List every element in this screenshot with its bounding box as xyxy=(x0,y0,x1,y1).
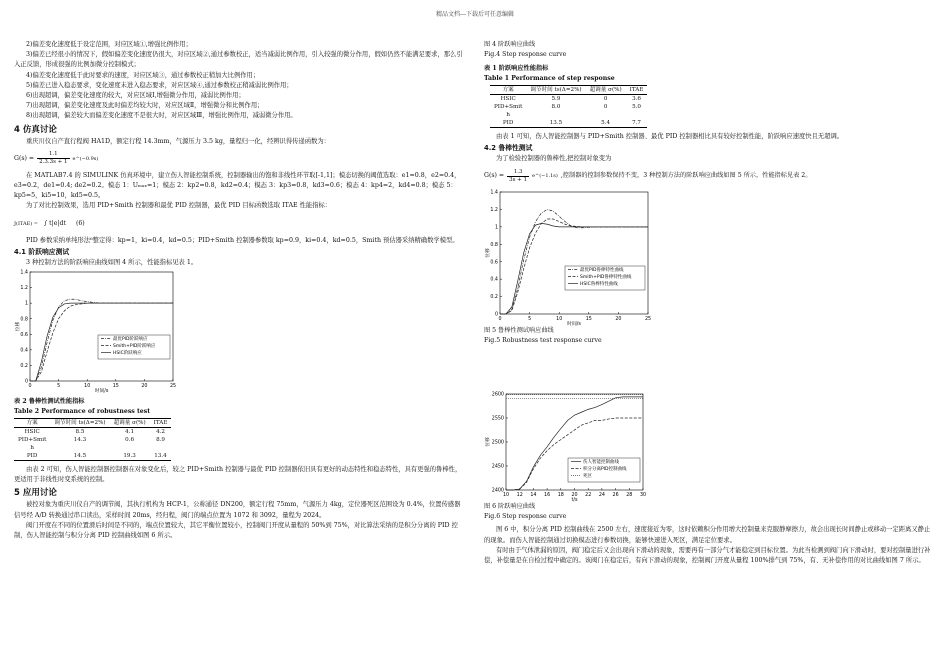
table-row xyxy=(14,428,171,437)
paragraph-valve-opening: 阀门开度在不同的位置滑后时间是不同的，端点位置较大，其它平衡位置较小，控制阀门开度从量程的 50%到 75%，对比算法采纳的是积分分离的 PID 控制，伤人智能控制与积分分离 PID 控制曲线如图 6 所示。 xyxy=(14,521,458,540)
paragraph-leakage: 有时由于气体泄漏的原因，阀门稳定后又会出现向下滑动的现象，需要再有一部分气才能稳定到目标位置。为此当检测到阀门向下滑动时，要对控制量进行补偿，补偿量是在自检过程中确定的。该阀门在稳定后，有向下滑动的现象，控制阀门开度从量程 100%排气到 75%，有、无补偿作用的对比曲线如图 7 所示。 xyxy=(484,546,931,565)
t2-cell: 4.1 xyxy=(125,429,135,436)
legend-label: 最优PID鲁棒特性曲线 xyxy=(580,268,624,274)
equation-2 xyxy=(14,213,464,235)
eq3-exp: e^(−1.1s) xyxy=(532,173,558,180)
x-tick-label: 26 xyxy=(612,493,619,499)
paragraph-table1-conclusion: 由表 1 可知，伤人智能控制器与 PID+Smith 控制器、最优 PID 控制器相比具有较好控制性能，阶跃响应速度快且无超调。 xyxy=(496,133,844,140)
right-column xyxy=(484,40,936,566)
legend-label: 伤人智能控制曲线 xyxy=(583,460,619,466)
t2-cell: 14.5 xyxy=(50,452,109,461)
table-2-title-en: Table 2 Performance of robustness test xyxy=(14,408,151,416)
left-column xyxy=(14,40,464,541)
y-tick-label: 2400 xyxy=(491,489,504,495)
t2-cell: 4.2 xyxy=(156,429,165,436)
x-axis-label: 时间/s xyxy=(567,322,581,327)
t1-cell: 5.0 xyxy=(632,104,641,110)
t2-cell: 0.6 xyxy=(125,437,135,444)
eq3-text: ,控制器的控制参数保持不变，3 种控制方法的阶跃响应曲线如图 5 所示，性能指标见表 2。 xyxy=(560,172,812,180)
figure-4-caption-en: Fig.4 Step response curve xyxy=(484,51,567,58)
eq1-exp: e^(−0.9s) xyxy=(72,155,99,162)
t1-h2: 超调量 σ(%) xyxy=(586,86,626,95)
y-axis-label: 位移 xyxy=(16,321,21,332)
x-tick-label: 15 xyxy=(112,384,119,390)
x-tick-label: 25 xyxy=(644,317,652,323)
table-2 xyxy=(14,418,171,461)
t1-cell: 5.4 xyxy=(586,119,626,128)
x-tick-label: 28 xyxy=(626,493,633,499)
t1-h0: 方案 xyxy=(490,86,526,95)
y-tick-label: 0.2 xyxy=(490,295,498,301)
x-tick-label: 30 xyxy=(639,493,647,499)
equation-1 xyxy=(14,148,464,170)
t2-h1: 调节时间 ts(Δ=2%) xyxy=(50,419,109,428)
legend-label: Smith+PID阶跃响应 xyxy=(113,344,156,350)
x-tick-label: 18 xyxy=(557,493,564,499)
t1-cell: 7.7 xyxy=(626,119,648,128)
t1-cell: 5.9 xyxy=(551,96,561,102)
y-tick-label: 0 xyxy=(24,379,28,385)
t1-cell: 13.5 xyxy=(526,119,585,128)
x-tick-label: 20 xyxy=(141,384,148,390)
rule-2: 2)偏差变化速度低于设定范围，对应区域①,增强比例作用； xyxy=(26,41,192,48)
t1-cell: 8.0 xyxy=(551,104,561,110)
legend-label: 最优PID阶跃响应 xyxy=(113,337,148,343)
legend-label: HSIC鲁棒特性曲线 xyxy=(580,282,618,288)
t2-cell: 14.3 xyxy=(73,437,87,444)
paragraph-fig6-analysis: 图 6 中，积分分离 PID 控制曲线在 2500 左右，速度接近为零，这时依赖积分作用增大控制量来克服静摩擦力，故会出现长时间静止或移动一定距离又静止的现象。而伤人智能控制通过切换模态进行参数切换，能够快速进入死区，满足定位要求。 xyxy=(484,526,931,544)
table-row xyxy=(14,452,171,461)
x-tick-label: 14 xyxy=(530,493,537,499)
y-tick-label: 0.6 xyxy=(20,332,28,338)
section-4-heading: 4 仿真讨论 xyxy=(14,124,57,135)
section-42-heading: 4.2 鲁棒性测试 xyxy=(484,144,533,153)
t1-cell: PID xyxy=(490,119,526,128)
paragraph-pid-params: PID 参数采纳单纯形法⁶整定得：kp=1，ki=0.4，kd=0.5；PID+Smith 控制器参数取 kp=0.9，ki=0.4，kd=0.5，Smith 预估器采纳精确数学模型。 xyxy=(26,236,459,244)
paragraph-application: 被控对象为重庆川仪自产的调节阀，其执行机构为 HCP-1，公称通径 DN200，额定行程 75mm，气源压力 4kg，定位器死区范围设为 0.4%，位置传感器信号经 A/D 转换通过串口读出，采样时间 20ms，经归程，阀门的端点位置为 1072 和 3092，量程为 2024。 xyxy=(14,501,461,519)
y-tick-label: 0 xyxy=(494,313,498,319)
t2-cell: PID+Smit h xyxy=(18,437,47,452)
x-tick-label: 15 xyxy=(585,317,592,323)
y-tick-label: 2500 xyxy=(491,441,504,447)
y-tick-label: 2450 xyxy=(491,465,504,471)
t2-cell: HSIC xyxy=(24,429,40,436)
x-tick-label: 0 xyxy=(28,384,32,390)
t1-cell: 0 xyxy=(603,104,608,110)
t2-h2: 超调量 σ(%) xyxy=(110,419,150,428)
legend-label: Smith+PID鲁棒特性曲线 xyxy=(580,275,632,281)
t1-cell: 0 xyxy=(603,96,608,102)
y-tick-label: 1.4 xyxy=(490,191,498,197)
y-tick-label: 0.8 xyxy=(20,317,28,323)
table-2-title-cn: 表 2 鲁棒性测试性能指标 xyxy=(14,398,85,406)
x-axis-label: t/s xyxy=(571,498,578,503)
y-tick-label: 0.8 xyxy=(490,243,498,249)
paragraph-robustness-intro: 为了检验控制器的鲁棒性,把控制对象变为 xyxy=(496,155,612,163)
t1-cell: HSIC xyxy=(500,96,516,102)
eq1-lhs: G(s) = xyxy=(14,154,35,162)
y-tick-label: 0.2 xyxy=(20,364,28,370)
y-tick-label: 0.6 xyxy=(490,260,498,266)
x-tick-label: 5 xyxy=(528,317,532,323)
t2-cell: PID xyxy=(14,452,50,461)
figure-4-caption-cn: 图 4 阶跃响应曲线 xyxy=(484,41,536,48)
x-tick-label: 12 xyxy=(516,493,523,499)
x-tick-label: 16 xyxy=(544,493,551,499)
table-1 xyxy=(490,85,647,128)
plot-frame xyxy=(500,192,648,314)
y-axis-label: 位移 xyxy=(486,248,491,259)
t1-cell: 3.6 xyxy=(632,96,641,102)
x-tick-label: 10 xyxy=(556,317,563,323)
t2-cell: 13.4 xyxy=(150,452,172,461)
eq2-integral: ∫ t|e|dt xyxy=(43,219,66,227)
rule-5: 5)偏差已进入稳态要求，变化速度未进入稳态要求，对应区域④,通过参数校正稍减弱比例作用； xyxy=(26,81,293,89)
t1-h3: ITAE xyxy=(626,86,648,95)
legend-label: 积分分离PID控制曲线 xyxy=(583,467,627,473)
section-5-heading: 5 应用讨论 xyxy=(14,488,57,499)
eq2-lhs: J(ITAE) = xyxy=(14,220,38,227)
rule-6: 6)出现超调，偏差变化速度的较大，对应区域Ⅰ,增强微分作用，减弱比例作用； xyxy=(26,92,245,100)
t1-cell: PID+Smit h xyxy=(494,104,523,118)
t2-cell: 8.9 xyxy=(156,437,165,444)
page-header: 精品文档---下载后可任意编辑 xyxy=(435,11,515,18)
figure-5-caption-en: Fig.5 Robustness test response curve xyxy=(484,337,602,345)
figure-6-step-response-chart xyxy=(484,390,649,502)
x-tick-label: 25 xyxy=(169,384,177,390)
t2-cell: 19.3 xyxy=(110,452,150,461)
eq2-number: (6) xyxy=(75,219,85,227)
y-tick-label: 1 xyxy=(24,301,28,307)
y-tick-label: 0.4 xyxy=(490,278,498,284)
table-row xyxy=(490,119,647,128)
table-1-title-cn: 表 1 阶跃响应性能指标 xyxy=(484,65,549,72)
rule-4: 4)偏差变化速度低于此时要求的速度，对应区域③，通过参数校正稍加大比例作用； xyxy=(26,71,260,79)
t2-h3: ITAE xyxy=(150,419,172,428)
figure-5-caption-cn: 图 5 鲁棒性测试响应曲线 xyxy=(484,327,554,335)
x-tick-label: 0 xyxy=(498,317,502,323)
y-tick-label: 2600 xyxy=(491,393,504,399)
figure-5-robustness-chart xyxy=(484,188,654,326)
paragraph-fig4-ref: 3 种控制方法的阶跃响应曲线如图 4 所示，性能指标见表 1。 xyxy=(26,258,198,266)
rule-3: 3)偏差已经很小的情况下，假如偏差变化速度仍很大，对应区域②,通过参数校正，适当减弱比例作用，引入较强的微分作用，假如仍然不能满足要求，那么引入正反馈，形成很强的比例加微分控制模式； xyxy=(14,51,463,69)
table-row xyxy=(490,95,647,104)
y-tick-label: 1.4 xyxy=(20,270,28,276)
legend-label: HSIC阶跃响应 xyxy=(113,351,142,357)
rule-7: 7)出现超调，偏差变化速度及此时偏差均较大时，对应区域Ⅱ，增强微分和比例作用； xyxy=(26,102,264,110)
x-axis-label: 时间/s xyxy=(94,389,109,394)
eq1-den: 2.3.3s + 1 xyxy=(39,159,68,166)
series-line-1 xyxy=(500,210,648,315)
x-tick-label: 24 xyxy=(598,493,605,499)
x-tick-label: 10 xyxy=(84,384,91,390)
blank-spacer xyxy=(484,346,936,390)
x-tick-label: 5 xyxy=(57,384,61,390)
rule-8: 8)出现超调，偏差较大而偏差变化速度不是很大时，对应区域Ⅲ，增强比例作用，减弱微分作用。 xyxy=(26,112,297,120)
paragraph-compare: 为了对比控制效果，选用 PID+Smith 控制器和最优 PID 控制器，最优 PID 目标函数选取 ITAE 性能指标： xyxy=(26,202,332,210)
section-41-heading: 4.1 阶跃响应测试 xyxy=(14,247,70,256)
x-tick-label: 10 xyxy=(502,493,510,499)
eq3-num: 1.3 xyxy=(513,168,523,175)
table-1-title-en: Table 1 Performance of step response xyxy=(484,75,615,82)
equation-3 xyxy=(484,165,936,187)
figure-6-caption-en: Fig.6 Step response curve xyxy=(484,513,567,521)
t2-h0: 方案 xyxy=(14,419,50,428)
paragraph-table2-conclusion: 由表 2 可知，伤人智能控制器控制器在对象变化后，较之 PID+Smith 控制器与最优 PID 控制器依旧具有更好的动态特性和稳态特性，具有更强的鲁棒性，更适用于非线性时变系统的控制。 xyxy=(14,466,462,484)
eq1-num: 1.1 xyxy=(48,151,58,158)
legend-label: 死区 xyxy=(583,474,592,480)
eq3-lhs: G(s) = xyxy=(484,172,505,180)
y-tick-label: 2550 xyxy=(491,417,504,423)
y-tick-label: 1.2 xyxy=(490,208,498,214)
table-row xyxy=(490,103,647,119)
paragraph-valve: 重庆川仪自产直行程阀 HA1D，额定行程 14.3mm，气源压力 3.5 kg，量程归一化，经辨识得传递函数为： xyxy=(26,137,330,145)
eq3-den: 3s + 1 xyxy=(509,176,528,183)
y-tick-label: 1.2 xyxy=(20,286,28,292)
figure-6-caption-cn: 图 6 阶跃响应曲线 xyxy=(484,503,536,511)
x-tick-label: 22 xyxy=(585,493,592,499)
table-row xyxy=(14,436,171,452)
figure-4-step-response-chart xyxy=(14,268,179,393)
y-axis-label: 位移 xyxy=(486,437,491,448)
paragraph-matlab: 在 MATLAB7.4 的 SIMULINK 仿真环境中，建立伤人智能控制系统，控制器输出的饱和非线性环节取[-1,1]；模态切换的阈值选取：e1=0.8，e2=0.4，e3=0.2，de1=0.4; de2=0.2。模态 1：Uₘₐₓ=1；模态 2：kp2=0.8，kd2=0.4；模态 3：kp3=0.8，kd3=0.6；模态 4：kp4=2，kd4=0.8；模态 5：kp5=5，ki5=10，kd5=0.5。 xyxy=(14,171,461,200)
y-tick-label: 1 xyxy=(494,225,498,231)
x-tick-label: 20 xyxy=(571,493,578,499)
x-tick-label: 20 xyxy=(615,317,622,323)
y-tick-label: 0.4 xyxy=(20,348,28,354)
t1-h1: 调节时间 ts(Δ=2%) xyxy=(526,86,585,95)
t2-cell: 8.5 xyxy=(75,429,85,436)
